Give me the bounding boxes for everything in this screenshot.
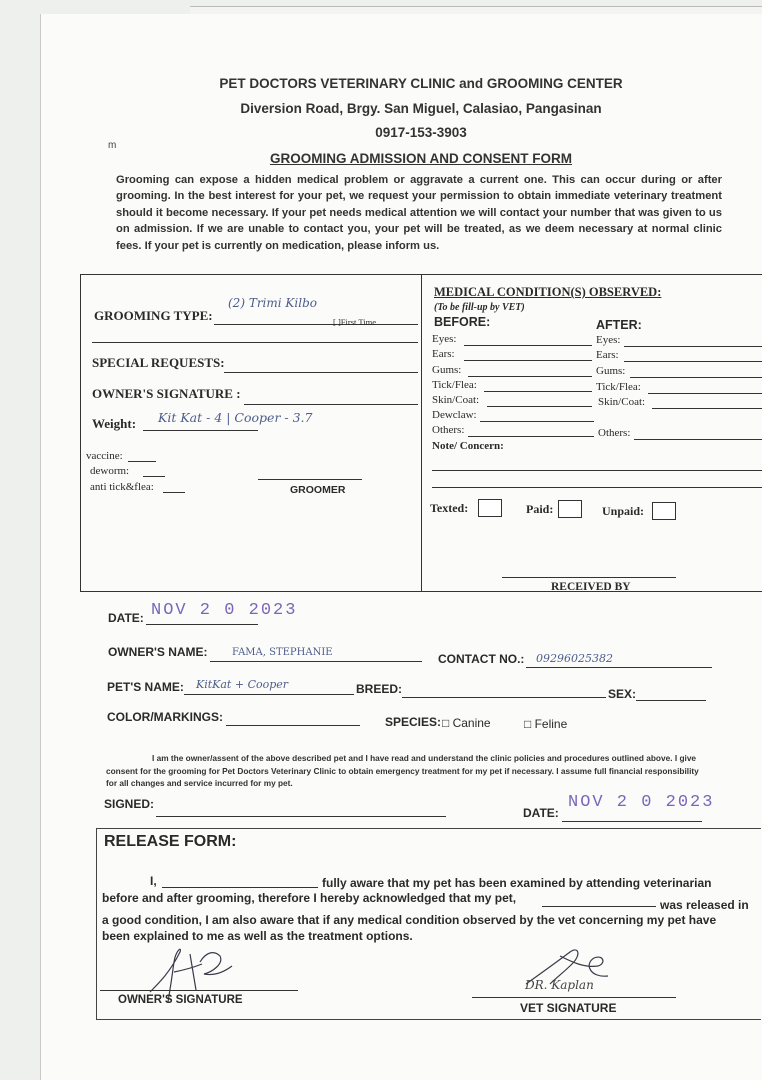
release-text-3: before and after grooming, therefore I hereby acknowledged that my pet,	[102, 891, 517, 905]
before-label: BEFORE:	[434, 315, 491, 329]
release-text-1: I,	[150, 874, 157, 888]
date-line	[146, 624, 258, 625]
date-label: DATE:	[108, 611, 144, 625]
after-skincoat: Skin/Coat:	[598, 396, 646, 408]
owner-signature-line[interactable]	[244, 404, 418, 405]
consent-paragraph: I am the owner/assent of the above described pet and I have read and understand the clinic policies and procedures outlined above. I give consent for the grooming for Pet Doctors Veterinary Clinic to obtain emergency treatment for my pet if necessary. I assume full financial responsibility for all changes and service incurred for my pet.	[106, 753, 699, 788]
medical-title: MEDICAL CONDITION(S) OBSERVED:	[434, 285, 662, 299]
received-by-label: RECEIVED BY	[551, 581, 631, 593]
before-eyes-line[interactable]	[464, 345, 592, 346]
after-eyes: Eyes:	[596, 334, 621, 346]
before-eyes: Eyes:	[432, 333, 457, 345]
before-skincoat: Skin/Coat:	[432, 394, 480, 406]
texted-checkbox[interactable]	[478, 499, 502, 517]
feline-option[interactable]: □ Feline	[524, 717, 568, 731]
signed-date-line	[562, 821, 702, 822]
release-pet-line[interactable]	[542, 906, 656, 907]
after-gums: Gums:	[596, 365, 626, 377]
box-divider	[421, 274, 422, 592]
signed-date-label: DATE:	[523, 806, 559, 820]
after-ears: Ears:	[596, 349, 619, 361]
before-skincoat-line[interactable]	[487, 406, 592, 407]
note-line-2[interactable]	[432, 487, 762, 488]
grooming-type-line	[214, 324, 418, 325]
release-text-4: was released in	[660, 898, 749, 912]
after-others: Others:	[598, 427, 631, 439]
owner-name-label: OWNER'S NAME:	[108, 645, 208, 659]
before-tickflea: Tick/Flea:	[432, 379, 477, 391]
owner-name-value[interactable]: FAMA, STEPHANIE	[232, 647, 333, 658]
special-requests-label: SPECIAL REQUESTS:	[92, 355, 225, 370]
received-by-line[interactable]	[502, 577, 676, 578]
after-ears-line[interactable]	[624, 361, 762, 362]
antitick-label: anti tick&flea:	[90, 481, 154, 493]
before-dewclaw-line[interactable]	[480, 421, 594, 422]
after-label: AFTER:	[596, 318, 642, 332]
pet-name-value[interactable]: KitKat + Cooper	[196, 678, 289, 691]
note-line-1[interactable]	[432, 470, 762, 471]
color-label: COLOR/MARKINGS:	[107, 710, 223, 724]
groomer-line[interactable]	[258, 479, 362, 480]
contact-line	[526, 667, 712, 668]
date-stamp[interactable]: NOV 2 0 2023	[151, 601, 298, 620]
note-label: Note/ Concern:	[432, 440, 504, 452]
unpaid-label: Unpaid:	[602, 504, 645, 518]
paid-checkbox[interactable]	[558, 500, 582, 518]
owner-signature-label: OWNER'S SIGNATURE :	[92, 386, 241, 401]
groomer-label: GROOMER	[290, 484, 346, 496]
special-requests-line[interactable]	[224, 372, 418, 373]
clinic-name: PET DOCTORS VETERINARY CLINIC and GROOMING CENTER	[219, 76, 623, 91]
release-text-6: been explained to me as well as the treatment options.	[102, 929, 413, 943]
antitick-line[interactable]	[163, 492, 185, 493]
vet-name: DR. Kaplan	[525, 978, 594, 992]
pet-name-line	[184, 694, 354, 695]
contact-label: CONTACT NO.:	[438, 652, 525, 666]
after-tickflea-line[interactable]	[648, 393, 762, 394]
texted-label: Texted:	[430, 501, 469, 515]
sex-line[interactable]	[636, 700, 706, 701]
before-gums-line[interactable]	[468, 376, 592, 377]
contact-value[interactable]: 09296025382	[536, 652, 613, 665]
before-dewclaw: Dewclaw:	[432, 409, 477, 421]
weight-value[interactable]: Kit Kat - 4 | Cooper - 3.7	[158, 410, 313, 425]
clinic-address: Diversion Road, Brgy. San Miguel, Calasiao, Pangasinan	[240, 101, 602, 116]
owner-signature-release-line[interactable]	[100, 990, 298, 991]
paid-label: Paid:	[526, 502, 554, 516]
after-eyes-line[interactable]	[624, 346, 762, 347]
grooming-type-value[interactable]: (2) Trimi Kilbo	[228, 296, 317, 310]
sex-label: SEX:	[608, 687, 637, 701]
before-others: Others:	[432, 424, 465, 436]
after-tickflea: Tick/Flea:	[596, 381, 641, 393]
owner-signature-release-label: OWNER'S SIGNATURE	[118, 994, 243, 1006]
unpaid-checkbox[interactable]	[652, 502, 676, 520]
color-line[interactable]	[226, 725, 360, 726]
signed-label: SIGNED:	[104, 797, 155, 811]
weight-label: Weight:	[92, 416, 137, 431]
signed-line[interactable]	[156, 816, 446, 817]
before-gums: Gums:	[432, 364, 462, 376]
clinic-phone: 0917-153-3903	[375, 125, 467, 140]
after-gums-line[interactable]	[630, 377, 762, 378]
after-skincoat-line[interactable]	[652, 408, 762, 409]
grooming-type-label: GROOMING TYPE:	[94, 308, 213, 323]
vet-signature-label: VET SIGNATURE	[520, 1001, 617, 1015]
release-name-line[interactable]	[162, 887, 318, 888]
vet-signature-line[interactable]	[472, 997, 676, 998]
owner-name-line	[210, 661, 422, 662]
intro-paragraph: Grooming can expose a hidden medical problem or aggravate a current one. This can occur during or after grooming. In the best interest for your pet, we request your permission to obtain immediate veterinary treatment should it become necessary. If your pet needs medical attention we will contact your number that was given to us on admission. If we are unable to contact you, your pet will be treated, as we deem necessary at normal clinic fees. If your pet is currently on medication, please inform us.	[116, 174, 722, 252]
form-title: GROOMING ADMISSION AND CONSENT FORM	[270, 151, 572, 166]
deworm-line[interactable]	[143, 476, 165, 477]
release-text-2: fully aware that my pet has been examined by attending veterinarian	[322, 876, 712, 890]
after-others-line[interactable]	[634, 439, 762, 440]
weight-line	[143, 430, 258, 431]
release-text-5: a good condition, I am also aware that if any medical condition observed by the vet concerning my pet have	[102, 913, 717, 927]
margin-mark: m	[108, 140, 117, 151]
medical-subtitle: (To be fill-up by VET)	[434, 302, 525, 313]
deworm-label: deworm:	[90, 465, 130, 477]
grooming-type-line-2	[92, 342, 418, 343]
vaccine-line[interactable]	[128, 461, 156, 462]
before-others-line[interactable]	[468, 436, 594, 437]
before-ears-line[interactable]	[464, 360, 592, 361]
release-title: RELEASE FORM:	[104, 833, 237, 850]
first-time-checkbox[interactable]: [ ]First Time	[333, 317, 376, 327]
breed-line[interactable]	[402, 697, 606, 698]
species-label: SPECIES:	[385, 715, 442, 729]
pet-name-label: PET'S NAME:	[107, 680, 184, 694]
before-ears: Ears:	[432, 348, 455, 360]
before-tickflea-line[interactable]	[484, 391, 592, 392]
vaccine-label: vaccine:	[86, 450, 123, 462]
breed-label: BREED:	[356, 682, 403, 696]
canine-option[interactable]: □ Canine	[442, 716, 491, 730]
signed-date-stamp[interactable]: NOV 2 0 2023	[568, 793, 715, 812]
